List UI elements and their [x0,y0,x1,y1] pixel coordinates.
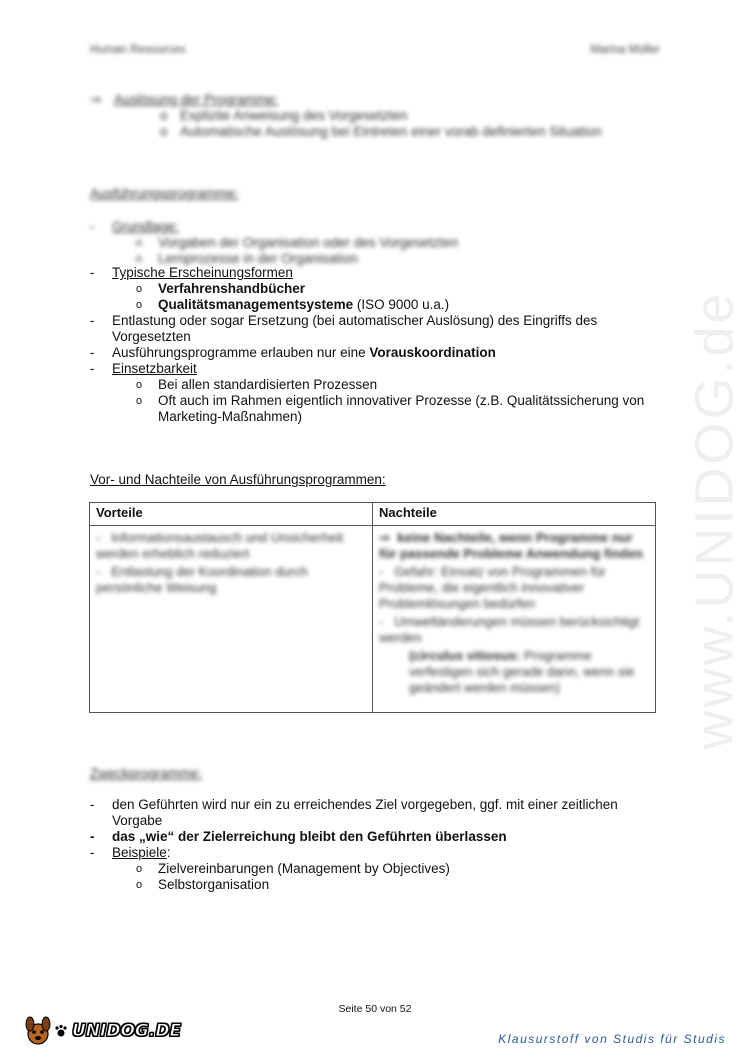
table-cell-item: - Entlastung der Koordination durch persönliche Weisung [96,564,308,595]
vorteile-cell [90,526,373,713]
section-title-zweck: Zweckprogramme: [90,766,202,781]
paw-icon [54,1024,68,1038]
header-left: Human Resources [90,44,186,56]
circle-bullet: o [136,879,143,891]
circle-bullet: o [136,283,143,295]
circle-bullet: o [160,108,168,123]
zweck-item1-line1: den Geführten wird nur ein zu erreichendes Ziel vorgegeben, ggf. mit einer zeitlichen [112,797,618,812]
table-cell-item: - Informationsaustausch und Unsicherheit werden erheblich reduziert [96,530,344,561]
circle-bullet: o [136,379,143,391]
circle-bullet: o [136,237,143,249]
watermark: www.UNIDOG.de [685,290,745,750]
footer-tagline: Klausurstoff von Studis für Studis [498,1032,726,1046]
erlauben-item: Ausführungsprogramme erlauben nur eine Vorauskoordination [112,345,496,360]
list-item: Lernprozesse in der Organisation [158,251,358,266]
dash-bullet: - [90,313,95,328]
dash-bullet: - [90,265,95,280]
dash-bullet: - [90,361,95,376]
dash-bullet: - [90,797,95,812]
unidog-logo [24,1016,181,1046]
dash-bullet: - [90,845,95,860]
logo-text: UNIDOG.DE [72,1021,182,1041]
table-cell-item: - Gefahr: Einsatz von Programmen für Probleme, die eigentlich innovativer Problemlösungen bedürfen [379,564,606,611]
list-item: Qualitätsmanagementsysteme (ISO 9000 u.a.) [158,297,450,312]
list-item: Automatische Auslösung bei Eintreten einer vorab definierten Situation [180,124,602,139]
section-title-ausfuehrung: Ausführungsprogramme: [90,186,239,201]
list-item: Vorgaben der Organisation oder des Vorgesetzten [158,235,459,250]
circle-bullet: o [136,253,143,265]
list-item-cont: Marketing-Maßnahmen) [158,409,303,424]
dog-icon [24,1016,52,1046]
table-header-vorteile: Vorteile [90,503,373,526]
circle-bullet: o [160,124,168,139]
table-cell-item: - Umweltänderungen müssen berücksichtigt werden [379,614,640,645]
zweck-item1-line2: Vorgabe [112,813,163,828]
page-number: Seite 50 von 52 [338,1003,412,1015]
table-cell-item: ⇒ keine Nachteile, wenn Programme nur für passende Probleme Anwendung finden [379,530,643,561]
section-title: Auslösung der Programme: [114,92,279,107]
circle-bullet: o [136,395,143,407]
circle-bullet: o [136,863,143,875]
dash-bullet: - [90,829,95,844]
circle-bullet: o [136,299,143,311]
entlastung-line2: Vorgesetzten [112,329,191,344]
zweck-item2: das „wie“ der Zielerreichung bleibt den Geführten überlassen [112,829,507,844]
typische-label: Typische Erscheinungsformen [112,265,293,280]
header-right: Marina Müller [590,44,660,56]
list-item: Bei allen standardisierten Prozessen [158,377,378,392]
list-item: Zielvereinbarungen (Management by Objectives) [158,861,450,876]
table-header-nachteile: Nachteile [373,503,656,526]
table-caption: Vor- und Nachteile von Ausführungsprogrammen: [90,472,386,487]
list-item: Oft auch im Rahmen eigentlich innovativer Prozesse (z.B. Qualitätssicherung von [158,393,645,408]
pros-cons-table [89,502,656,713]
arrow-icon: ⇒ [90,92,102,107]
dash-bullet: - [90,345,95,360]
nachteile-cell [373,526,656,713]
dash-bullet: - [90,219,95,234]
list-item: Verfahrenshandbücher [158,281,306,296]
entlastung-line1: Entlastung oder sogar Ersetzung (bei automatischer Auslösung) des Eingriffs des [112,313,598,328]
table-cell-item: (circulus vitiosus: Programme verfestigen sich gerade dann, wenn sie geändert werden müssen) [409,648,635,695]
beispiele-label: Beispiele: [112,845,171,860]
list-item: Explizite Anweisung des Vorgesetzten [180,108,408,123]
list-item: Selbstorganisation [158,877,270,892]
einsatz-label: Einsetzbarkeit [112,361,197,376]
grundlage-label: Grundlage: [112,219,179,234]
